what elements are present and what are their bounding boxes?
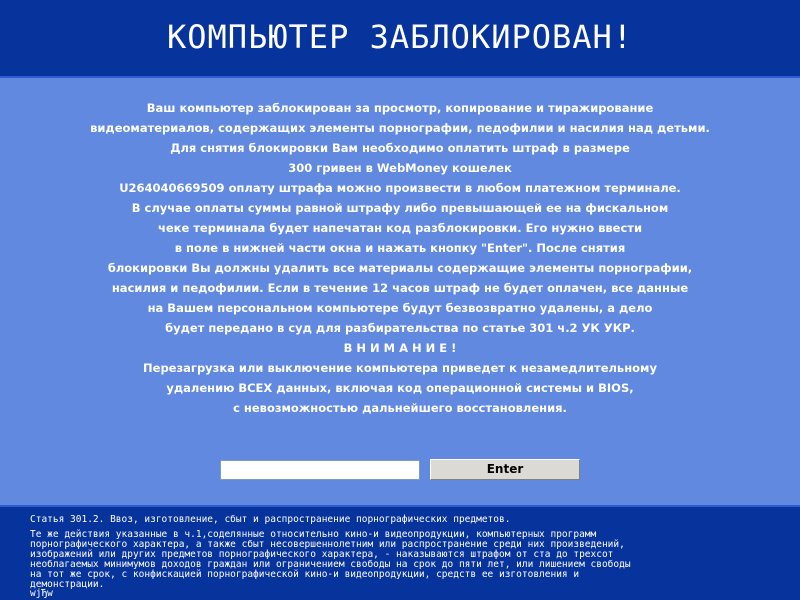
message-line: удалению ВСЕХ данных, включая код операционной системы и BIOS, <box>166 381 634 395</box>
footer-band <box>0 505 800 600</box>
law-text-line: демонстрации. <box>30 579 105 590</box>
message-line: на Вашем персональном компьютере будут безвозвратно удалены, а дело <box>147 301 653 315</box>
message-line: Для снятия блокировки Вам необходимо оплатить штраф в размере <box>170 141 630 155</box>
enter-button[interactable]: Enter <box>430 459 580 480</box>
corner-garbled-text: wjЂw <box>30 588 53 599</box>
message-line: U264040669509 оплату штрафа можно произвести в любом платежном терминале. <box>119 181 681 195</box>
message-line: с невозможностью дальнейшего восстановления. <box>233 401 567 415</box>
message-line: Ваш компьютер заблокирован за просмотр, копирование и тиражирование <box>146 101 654 115</box>
law-article-text <box>30 530 800 590</box>
unlock-code-input[interactable] <box>220 460 420 480</box>
page-title: КОМПЬЮТЕР ЗАБЛОКИРОВАН! <box>166 18 634 56</box>
message-line: Перезагрузка или выключение компьютера приведет к незамедлительному <box>143 361 657 375</box>
law-text-line: изображений или других предметов порнографического характера, - наказываются штрафом от ста до трехсот <box>30 549 614 560</box>
ransom-message <box>0 98 800 418</box>
message-line: чеке терминала будет напечатан код разблокировки. Его нужно ввести <box>157 221 643 235</box>
law-text-line: Те же действия указанные в ч.1,соделянные относительно кино-и видеопродукции, компьютерных программ <box>30 529 597 540</box>
law-article-title: Статья 301.2. Ввоз, изготовление, сбыт и распространение порнографических предметов. <box>30 514 511 525</box>
law-text-line: необлагаемых минимумов доходов граждан или ограничением свободы на срок до пяти лет, или лишением свободы <box>30 559 631 570</box>
message-line: В случае оплаты суммы равной штрафу либо превышающей ее на фискальном <box>131 201 669 215</box>
message-line: 300 гривен в WebMoney кошелек <box>288 161 512 175</box>
message-line: видеоматериалов, содержащих элементы порнографии, педофилии и насилия над детьми. <box>90 121 710 135</box>
message-line: будет передано в суд для разбирательства по статье 301 ч.2 УК УКР. <box>165 321 635 335</box>
law-text-line: порнографического характера, а также сбыт несовершеннолетним или распространение среди них произведений, <box>30 539 625 550</box>
message-line: в поле в нижней части окна и нажать кнопку "Enter". После снятия <box>174 241 626 255</box>
message-line: насилия и педофилии. Если в течение 12 часов штраф не будет оплачен, все данные <box>111 281 689 295</box>
message-line: блокировки Вы должны удалить все материалы содержащие элементы порнографии, <box>107 261 693 275</box>
header-band <box>0 0 800 78</box>
law-text-line: на тот же срок, с конфискацией порнографической кино-и видеопродукции, средств ее изготовления и <box>30 569 580 580</box>
warning-heading: В Н И М А Н И Е ! <box>343 341 457 355</box>
